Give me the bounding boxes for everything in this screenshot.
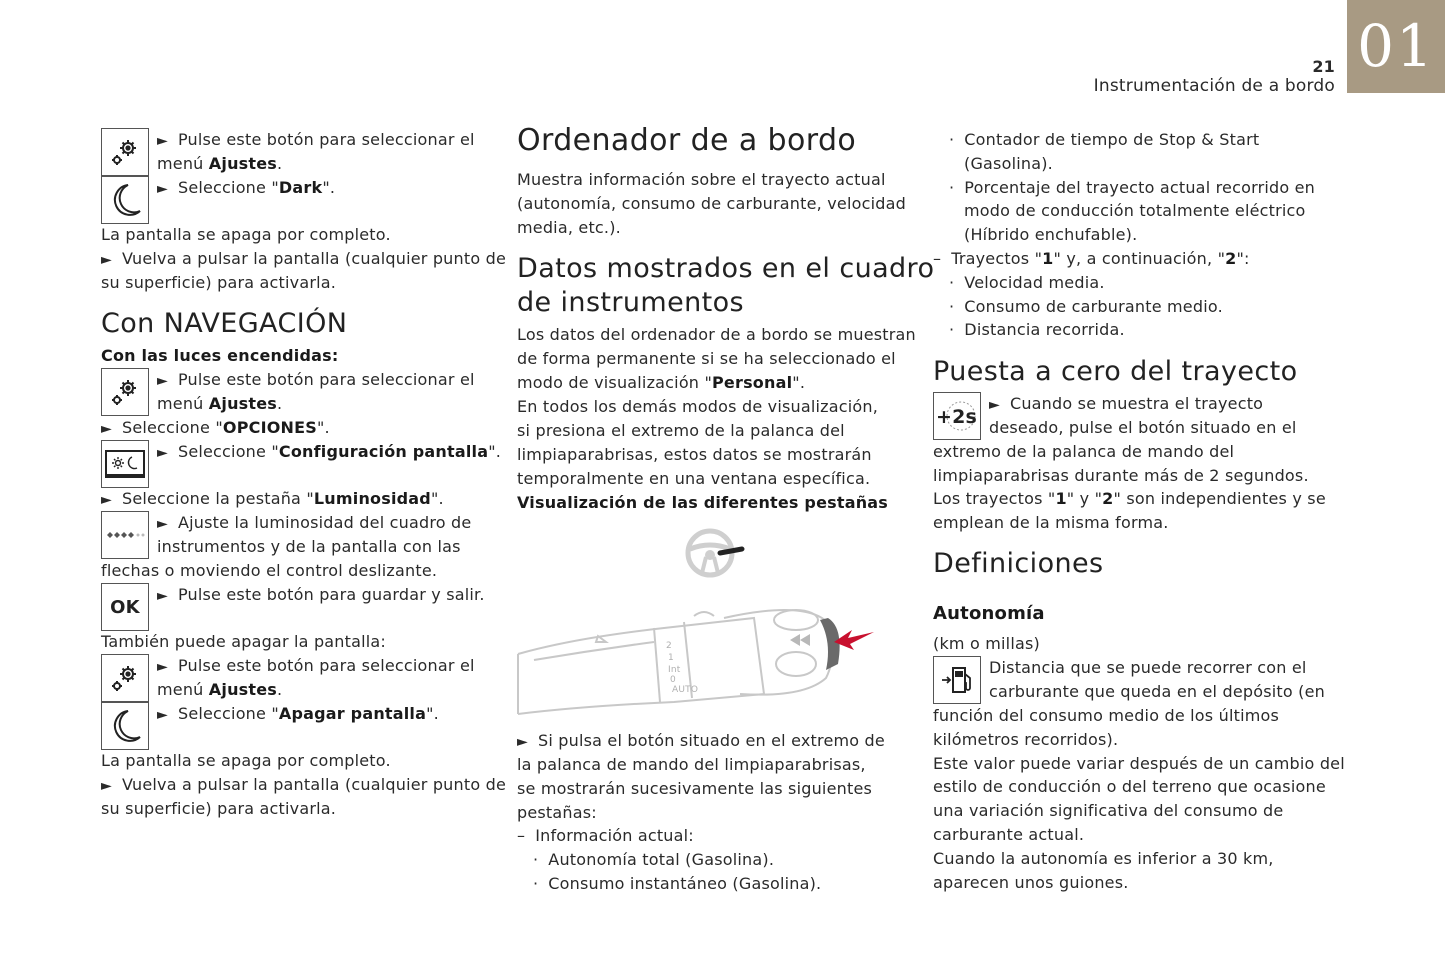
text-line: ► Pulse este botón para seleccionar el [157, 370, 475, 389]
brightness-slider-icon [101, 511, 149, 559]
dot-item: · Contador de tiempo de Stop & Start [949, 130, 1260, 149]
steering-wheel-icon [680, 527, 750, 579]
stalk-label: Int [668, 665, 681, 675]
text-line: (Híbrido enchufable). [964, 225, 1138, 244]
moon-icon [101, 702, 149, 750]
gear-icon [101, 654, 149, 702]
heading-definiciones: Definiciones [933, 548, 1104, 579]
fuel-range-icon [933, 656, 981, 704]
text-line: aparecen unos guiones. [933, 873, 1129, 892]
chapter-tab [1347, 0, 1445, 93]
display-brightness-icon [101, 440, 149, 488]
heading-puesta-a-cero: Puesta a cero del trayecto [933, 356, 1298, 387]
text-line: limpiaparabrisas, estos datos se mostrarán [517, 445, 872, 464]
heading-datos: Datos mostrados en el cuadro [517, 253, 935, 284]
text-line: deseado, pulse el botón situado en el [989, 418, 1297, 437]
heading-ordenador: Ordenador de a bordo [517, 123, 857, 158]
moon-icon [101, 176, 149, 224]
text-line: ► Seleccione la pestaña "Luminosidad". [101, 489, 444, 508]
dot-item: · Consumo instantáneo (Gasolina). [533, 874, 822, 893]
text-line: Visualización de las diferentes pestañas [517, 493, 889, 512]
arrow-bullet: ► [517, 734, 528, 750]
subheading: Con las luces encendidas: [101, 346, 339, 365]
text-line: carburante actual. [933, 825, 1085, 844]
text-line: Cuando la autonomía es inferior a 30 km, [933, 849, 1274, 868]
text-line: ► Si pulsa el botón situado en el extremo de [517, 731, 885, 750]
arrow-bullet: ► [101, 252, 112, 268]
reset-2s-icon [933, 392, 981, 440]
text-line: (Gasolina). [964, 154, 1053, 173]
stalk-label: 2 [666, 641, 672, 651]
text-line: La pantalla se apaga por completo. [101, 225, 391, 244]
arrow-bullet: ► [157, 373, 168, 389]
text-line: una variación significativa del consumo de [933, 801, 1284, 820]
text-line: modo de visualización "Personal". [517, 373, 806, 392]
arrow-bullet: ► [989, 397, 1000, 413]
text-line: ► Pulse este botón para seleccionar el [157, 656, 475, 675]
text-line: instrumentos y de la pantalla con las [157, 537, 461, 556]
text-line: temporalmente en una ventana específica. [517, 469, 871, 488]
text-line: Los trayectos "1" y "2" son independientes y se [933, 489, 1326, 508]
text-line: extremo de la palanca de mando del [933, 442, 1235, 461]
arrow-bullet: ► [157, 707, 168, 723]
text-line: Los datos del ordenador de a bordo se muestran [517, 325, 916, 344]
text-line: modo de conducción totalmente eléctrico [964, 201, 1306, 220]
text-line: carburante que queda en el depósito (en [989, 682, 1325, 701]
text-line: En todos los demás modos de visualización, [517, 397, 879, 416]
dot-item: · Consumo de carburante medio. [949, 297, 1223, 316]
svg-text:+2s: +2s [936, 406, 978, 428]
text-line: limpiaparabrisas durante más de 2 segundos. [933, 466, 1309, 485]
text-line: su superficie) para activarla. [101, 273, 337, 292]
arrow-bullet: ► [157, 659, 168, 675]
stalk-label: 1 [668, 653, 674, 663]
heading-navegacion: Con NAVEGACIÓN [101, 308, 348, 339]
stalk-label: 0 [670, 675, 676, 685]
text-line: (km o millas) [933, 634, 1040, 653]
dash-item: – Información actual: [517, 826, 694, 845]
arrow-bullet: ► [157, 133, 168, 149]
arrow-bullet: ► [101, 778, 112, 794]
arrow-bullet: ► [101, 492, 112, 508]
dot-item: · Velocidad media. [949, 273, 1105, 292]
text-line: ► Vuelva a pulsar la pantalla (cualquier punto de [101, 249, 507, 268]
text-line: la palanca de mando del limpiaparabrisas, [517, 755, 866, 774]
ok-icon: OK [101, 583, 149, 631]
section-title: Instrumentación de a bordo [1093, 76, 1335, 96]
gear-icon [101, 368, 149, 416]
text-line: Este valor puede variar después de un cambio del [933, 754, 1345, 773]
wiper-stalk-icon [514, 598, 884, 724]
arrow-bullet: ► [157, 516, 168, 532]
text-line: ► Seleccione "Dark". [157, 178, 336, 197]
text-line: ► Seleccione "Apagar pantalla". [157, 704, 439, 723]
gear-icon [101, 128, 149, 176]
heading-datos-2: de instrumentos [517, 287, 745, 318]
text-line: media, etc.). [517, 218, 621, 237]
text-line: su superficie) para activarla. [101, 799, 337, 818]
text-line: de forma permanente si se ha seleccionado el [517, 349, 896, 368]
arrow-bullet: ► [157, 588, 168, 604]
text-line: ► Pulse este botón para guardar y salir. [157, 585, 485, 604]
text-line: ► Seleccione "OPCIONES". [101, 418, 330, 437]
text-line: pestañas: [517, 803, 597, 822]
text-line: flechas o moviendo el control deslizante. [101, 561, 438, 580]
chapter-number: 01 [1357, 12, 1435, 80]
text-line: La pantalla se apaga por completo. [101, 751, 391, 770]
page-number: 21 [1312, 57, 1335, 76]
text-line: ► Ajuste la luminosidad del cuadro de [157, 513, 472, 532]
dash-item: – Trayectos "1" y, a continuación, "2": [933, 249, 1250, 268]
text-line: se mostrarán sucesivamente las siguientes [517, 779, 873, 798]
dot-item: · Porcentaje del trayecto actual recorrido en [949, 178, 1316, 197]
text-line: Distancia que se puede recorrer con el [989, 658, 1307, 677]
text-line: menú Ajustes. [157, 680, 283, 699]
text-line: ► Pulse este botón para seleccionar el [157, 130, 475, 149]
text-line: función del consumo medio de los últimos [933, 706, 1280, 725]
arrow-bullet: ► [101, 421, 112, 437]
text-line: ► Cuando se muestra el trayecto [989, 394, 1264, 413]
subheading-autonomia: Autonomía [933, 603, 1045, 624]
dot-item: · Distancia recorrida. [949, 320, 1125, 339]
text-line: ► Vuelva a pulsar la pantalla (cualquier punto de [101, 775, 507, 794]
text-line: si presiona el extremo de la palanca del [517, 421, 845, 440]
text-line: emplean de la misma forma. [933, 513, 1169, 532]
text-line: ► Seleccione "Configuración pantalla". [157, 442, 502, 461]
text-line: estilo de conducción o del terreno que ocasione [933, 777, 1326, 796]
arrow-bullet: ► [157, 445, 168, 461]
text-line: También puede apagar la pantalla: [101, 632, 387, 651]
text-line: menú Ajustes. [157, 154, 283, 173]
stalk-label: AUTO [672, 685, 699, 695]
arrow-bullet: ► [157, 181, 168, 197]
text-line: Muestra información sobre el trayecto actual [517, 170, 886, 189]
text-line: menú Ajustes. [157, 394, 283, 413]
dot-item: · Autonomía total (Gasolina). [533, 850, 775, 869]
text-line: kilómetros recorridos). [933, 730, 1119, 749]
text-line: (autonomía, consumo de carburante, velocidad [517, 194, 906, 213]
